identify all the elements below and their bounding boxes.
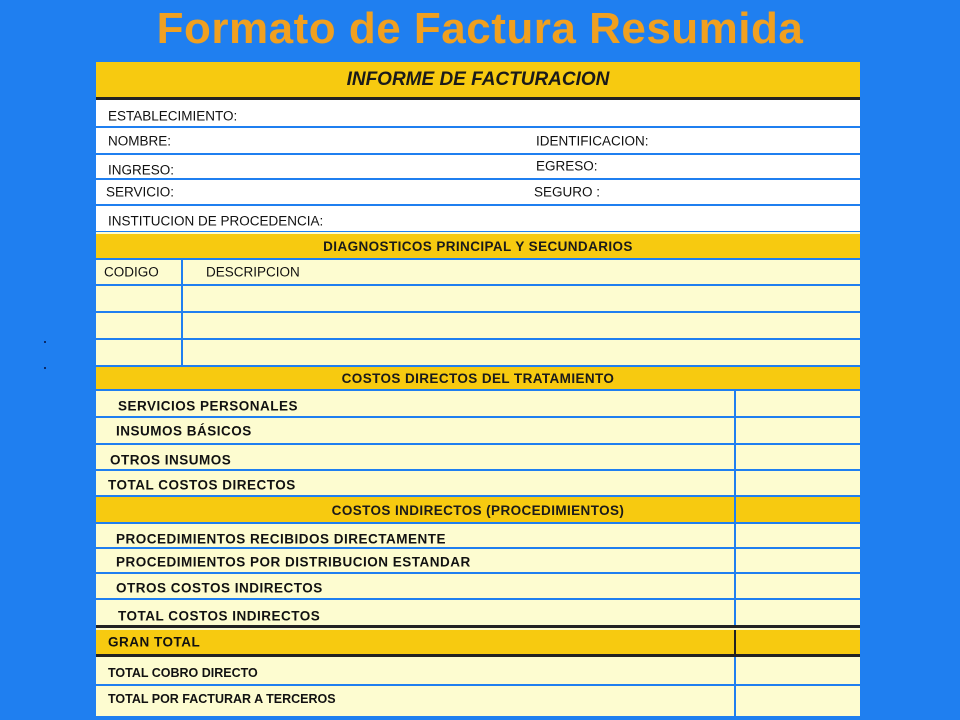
gran-total-label: GRAN TOTAL	[108, 634, 201, 650]
costo-directo-row[interactable]	[96, 445, 860, 471]
total-costos-directos-row[interactable]	[96, 471, 860, 497]
total-costos-indirectos-row[interactable]	[96, 600, 860, 628]
diagnostico-row[interactable]	[96, 286, 860, 313]
identificacion-label: IDENTIFICACION:	[536, 133, 649, 148]
costo-indirecto-label: PROCEDIMIENTOS POR DISTRIBUCION ESTANDAR	[116, 554, 471, 570]
egreso-label: EGRESO:	[536, 158, 598, 174]
value-column-divider	[734, 445, 736, 469]
decorative-dot	[44, 367, 46, 369]
field-ingreso-egreso[interactable]	[96, 155, 860, 180]
col-descripcion: DESCRIPCION	[206, 264, 300, 280]
value-column-divider	[734, 686, 736, 716]
form-header-label: INFORME DE FACTURACION	[346, 69, 610, 90]
field-servicio-seguro[interactable]	[96, 180, 860, 206]
costo-directo-row[interactable]	[96, 391, 860, 418]
diagnostico-row[interactable]	[96, 340, 860, 367]
value-column-divider	[734, 391, 736, 416]
total-costos-directos-label: TOTAL COSTOS DIRECTOS	[108, 477, 296, 493]
total-por-facturar-row[interactable]	[96, 686, 860, 716]
diagnostico-row[interactable]	[96, 313, 860, 340]
value-column-divider	[734, 524, 736, 547]
costos-directos-header	[96, 367, 860, 391]
invoice-form	[96, 62, 860, 716]
seguro-label: SEGURO :	[534, 184, 601, 200]
costo-directo-label: SERVICIOS PERSONALES	[118, 398, 299, 414]
value-column-divider	[734, 418, 736, 443]
costo-indirecto-label: OTROS COSTOS INDIRECTOS	[116, 580, 323, 596]
costo-indirecto-label: PROCEDIMIENTOS RECIBIDOS DIRECTAMENTE	[116, 531, 447, 547]
servicio-label: SERVICIO:	[106, 184, 175, 200]
value-column-divider	[734, 574, 736, 598]
ingreso-label: INGRESO:	[108, 162, 175, 178]
value-column-divider	[734, 549, 736, 572]
col-codigo: CODIGO	[104, 264, 159, 280]
costo-indirecto-row[interactable]	[96, 524, 860, 549]
gran-total-row[interactable]	[96, 630, 860, 657]
total-costos-indirectos-label: TOTAL COSTOS INDIRECTOS	[118, 608, 321, 624]
field-nombre-identificacion[interactable]	[96, 128, 860, 155]
costos-indirectos-header	[96, 497, 860, 524]
column-divider	[181, 286, 183, 311]
costo-directo-row[interactable]	[96, 418, 860, 445]
value-column-divider	[734, 657, 736, 684]
total-cobro-directo-row[interactable]	[96, 657, 860, 686]
costos-indirectos-header-label: COSTOS INDIRECTOS (PROCEDIMIENTOS)	[331, 503, 625, 518]
column-divider	[181, 340, 183, 365]
total-por-facturar-label: TOTAL POR FACTURAR A TERCEROS	[108, 692, 336, 706]
value-column-divider	[734, 471, 736, 495]
diagnosticos-column-headers	[96, 260, 860, 286]
field-establecimiento[interactable]	[96, 100, 860, 128]
costo-directo-label: OTROS INSUMOS	[110, 452, 232, 468]
form-header	[96, 62, 860, 100]
value-column-divider	[734, 497, 736, 522]
costo-indirecto-row[interactable]	[96, 549, 860, 574]
page-title: Formato de Factura Resumida	[156, 4, 804, 53]
institucion-label: INSTITUCION DE PROCEDENCIA:	[108, 213, 324, 229]
decorative-dot	[44, 341, 46, 343]
field-institucion[interactable]	[96, 206, 860, 232]
costo-indirecto-row[interactable]	[96, 574, 860, 600]
establecimiento-label: ESTABLECIMIENTO:	[108, 108, 238, 124]
value-column-divider	[734, 630, 736, 654]
diagnosticos-header-label: DIAGNOSTICOS PRINCIPAL Y SECUNDARIOS	[323, 239, 633, 254]
value-column-divider	[734, 600, 736, 625]
nombre-label: NOMBRE:	[108, 133, 172, 148]
column-divider	[181, 313, 183, 338]
costos-directos-header-label: COSTOS DIRECTOS DEL TRATAMIENTO	[341, 371, 615, 386]
total-cobro-directo-label: TOTAL COBRO DIRECTO	[108, 666, 258, 680]
diagnosticos-header	[96, 234, 860, 260]
column-divider	[181, 260, 183, 284]
costo-directo-label: INSUMOS BÁSICOS	[116, 423, 252, 439]
